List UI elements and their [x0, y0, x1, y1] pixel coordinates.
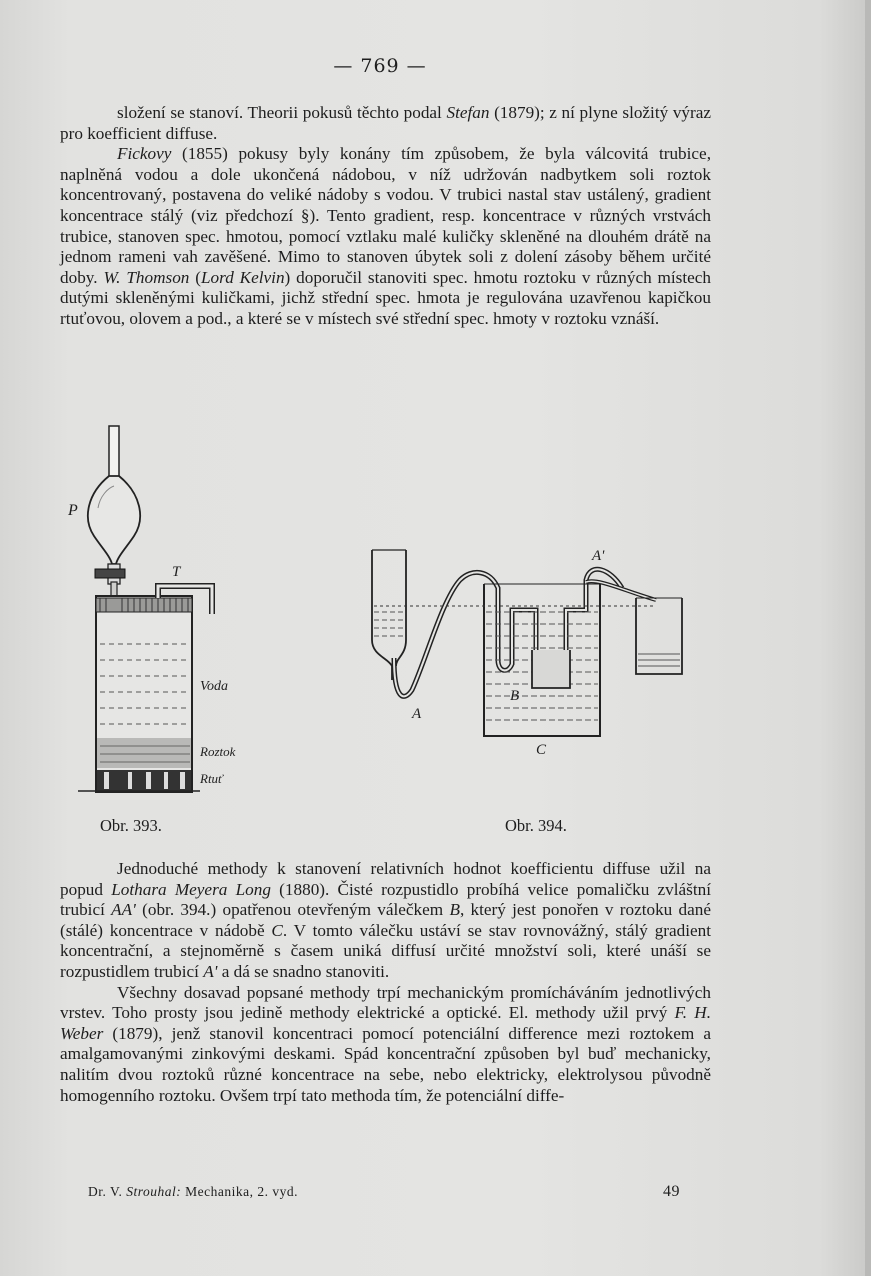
italic-text: Lord Kelvin	[201, 267, 285, 287]
text-run: Všechny dosavad popsané methody trpí mechanickým promícháváním	[117, 982, 626, 1002]
text-run: ) doporučil stanoviti spec.	[284, 267, 474, 287]
text-run: během určité doby.	[60, 247, 711, 287]
text-run: složení se stanoví. Theorii pokusů těchto podal	[117, 103, 447, 122]
italic-text: AA'	[111, 900, 136, 920]
text-run: koncentrační, a stejnoměrně s časem uniká diffusí určité množství soli,	[60, 941, 607, 961]
text-run: El. methody užil prvý	[508, 1003, 675, 1023]
text-run: V trubici nastal stav ustálený, gradient koncentrace stálý (viz předchozí §).	[60, 185, 711, 225]
italic-text: Stefan	[446, 103, 490, 122]
cylinder-lid	[96, 598, 192, 612]
cylinder-b	[532, 650, 570, 688]
text-run: roztoků různé koncentrace na sebe, nebo elektricky, elektrolysou původně	[161, 1064, 711, 1084]
mercury-layer	[97, 770, 191, 791]
text-block-bottom	[60, 859, 711, 1106]
paragraph-4	[60, 983, 711, 1107]
caption-394: Obr. 394.	[505, 816, 567, 835]
paragraph-2	[60, 144, 711, 329]
label-a-prime: A'	[592, 548, 605, 564]
text-run: Jednoduché methody k stanovení relativních hodnot koefficientu	[117, 859, 603, 878]
text-block-top	[60, 103, 711, 330]
page-number: — 769 —	[333, 55, 427, 77]
text-run: (	[189, 267, 201, 287]
text-run: a dá se snadno stanoviti.	[217, 961, 390, 981]
paragraph-3	[60, 859, 711, 983]
text-run: mocí potenciální difference mezi roztokem a amalgamovanými zinkovými	[60, 1023, 711, 1064]
text-run: probíhá velice pomaličku zvláštní trubicí	[60, 879, 711, 920]
text-run: , který jest ponořen v roztoku dané (stálé) koncentrace	[60, 900, 712, 940]
text-run: spec. hmotou, pomocí vztlaku malé kuličky skleněné na dlouhém drátě na	[185, 226, 711, 246]
text-run: jednotlivých vrstev. Toho prosty jsou jedině methody elektrické a optické.	[60, 982, 711, 1023]
text-run: Tento gradient, resp. koncentrace v různých vrstvách trubice, stanoven	[60, 205, 711, 246]
collection-beaker	[636, 598, 682, 674]
italic-text: W. Thomson	[103, 267, 190, 287]
footer-sheet-number: 49	[663, 1183, 680, 1200]
italic-text: F. H. Weber	[60, 1003, 711, 1043]
italic-text: Fickovy	[117, 144, 172, 164]
page-edge-shadow	[865, 0, 871, 1276]
footer-author: Strouhal:	[126, 1184, 182, 1199]
text-run: homogenního roztoku. Ovšem trpí tato methoda tím, že potenciální diffe-	[60, 1085, 565, 1105]
text-run: a pod., a které se v místech své střední spec. hmoty v roztoku vznáší.	[185, 308, 660, 328]
caption-393: Obr. 393.	[100, 816, 162, 835]
figure-394	[360, 540, 700, 770]
italic-text: Lothara Meyera Long	[111, 879, 271, 899]
italic-text: B	[449, 900, 460, 920]
text-run: bytkem soli roztok koncentrovaný, postavena do veliké nádoby s vodou.	[60, 164, 711, 205]
text-run: (1879); z ní plyne	[489, 103, 623, 122]
fill-tube	[109, 426, 119, 478]
text-run: (obr. 394.) opatřenou otevře	[135, 900, 341, 920]
glass-bulb-p	[88, 476, 140, 564]
label-t: T	[172, 564, 181, 580]
footer-book: Mechanika, 2. vyd.	[181, 1184, 298, 1199]
text-run: . V tomto válečku ustáví se stav rovnovážný, stálý gradient	[282, 920, 712, 940]
text-run: (1855) pokusy byly konány tím způsobem, že byla válcovitá	[171, 144, 659, 164]
page-footer	[88, 1184, 680, 1200]
label-c: C	[536, 742, 547, 758]
paragraph-1	[60, 103, 711, 144]
label-p: P	[68, 502, 78, 519]
tube-aa-prime	[394, 569, 622, 696]
text-run: ným válečkem	[340, 900, 450, 920]
text-run: trubice, naplněná vodou a dole ukončená nádobou, v níž udržován nad	[60, 144, 711, 184]
figure-393	[60, 418, 260, 803]
text-run: hmotu roztoku v různých místech dutými skleněnými kuličkami, jichž	[60, 267, 711, 308]
label-roztok: Roztok	[200, 744, 236, 759]
italic-text: A'	[203, 961, 218, 981]
footer-author-prefix: Dr. V.	[88, 1184, 127, 1199]
label-rtut: Rtuť	[200, 771, 223, 786]
label-b: B	[510, 688, 520, 704]
text-run: diffuse užil na popud	[60, 859, 711, 899]
text-run: jednom rameni vah zavěšené. Mimo to stanoven úbytek soli z dolení zásoby	[60, 247, 620, 267]
text-run: (1879), jenž stanovil koncentraci po	[103, 1023, 380, 1043]
text-run: které unáší se rozpustidlem trubicí	[60, 941, 711, 981]
text-run: deskami. Spád koncentrační způsoben byl buď mechanicky, nalitím dvou	[60, 1044, 711, 1084]
text-run: (1880). Čisté rozpustidlo	[270, 879, 467, 899]
label-a: A	[412, 706, 422, 722]
open-cylinder	[372, 550, 406, 680]
italic-text: C	[271, 920, 283, 940]
text-run: střední spec. hmota je regulována uzavřenou kapičkou rtuťovou, olovem	[60, 288, 711, 328]
stopcock-t	[95, 569, 125, 578]
text-run: v nádobě	[199, 920, 272, 940]
label-voda: Voda	[200, 679, 228, 694]
solution-layer	[97, 738, 191, 768]
text-run: složitý výraz pro koefficient diffuse.	[60, 103, 712, 143]
